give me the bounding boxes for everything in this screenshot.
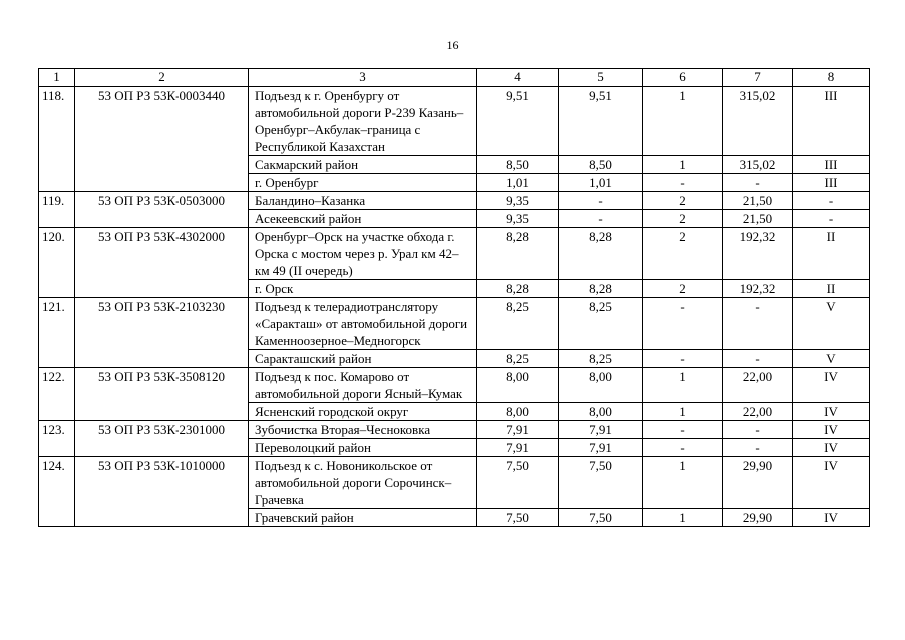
length-cell: 7,91: [477, 421, 559, 439]
category-cell: IV: [793, 368, 870, 403]
length-cell: -: [723, 421, 793, 439]
row-number: 120.: [39, 228, 75, 298]
district-name: Ясненский городской округ: [249, 403, 477, 421]
road-code: 53 ОП РЗ 53К-2103230: [75, 298, 249, 368]
road-name: Подъезд к телерадиотранслятору «Саракташ» от автомобильной дороги Каменноозерное–Медногорск: [249, 298, 477, 350]
road-name: Подъезд к г. Оренбургу от автомобильной дороги Р-239 Казань–Оренбург–Акбулак–граница с Республикой Казахстан: [249, 87, 477, 156]
length-cell: 8,00: [477, 368, 559, 403]
column-header: 2: [75, 69, 249, 87]
category-cell: -: [793, 210, 870, 228]
district-name: Сакмарский район: [249, 156, 477, 174]
length-cell: 192,32: [723, 280, 793, 298]
count-cell: 1: [643, 368, 723, 403]
length-cell: -: [723, 298, 793, 350]
road-name: Подъезд к с. Новоникольское от автомобильной дороги Сорочинск–Грачевка: [249, 457, 477, 509]
road-row: [39, 298, 870, 350]
road-name: Зубочистка Вторая–Чесноковка: [249, 421, 477, 439]
length-cell: 1,01: [477, 174, 559, 192]
length-cell: 8,28: [477, 280, 559, 298]
length-cell: 1,01: [559, 174, 643, 192]
road-code: 53 ОП РЗ 53К-3508120: [75, 368, 249, 421]
district-name: Переволоцкий район: [249, 439, 477, 457]
road-row: [39, 457, 870, 509]
row-number: 121.: [39, 298, 75, 368]
length-cell: 21,50: [723, 210, 793, 228]
count-cell: 1: [643, 87, 723, 156]
length-cell: 7,50: [559, 457, 643, 509]
length-cell: 9,51: [477, 87, 559, 156]
count-cell: -: [643, 350, 723, 368]
length-cell: 8,50: [559, 156, 643, 174]
roads-table: [38, 68, 870, 527]
category-cell: V: [793, 350, 870, 368]
road-row: [39, 421, 870, 439]
length-cell: 29,90: [723, 457, 793, 509]
length-cell: 8,28: [559, 228, 643, 280]
length-cell: 8,00: [477, 403, 559, 421]
length-cell: 7,91: [559, 421, 643, 439]
count-cell: 1: [643, 403, 723, 421]
length-cell: 21,50: [723, 192, 793, 210]
length-cell: -: [559, 192, 643, 210]
road-name: Оренбург–Орск на участке обхода г. Орска с мостом через р. Урал км 42–км 49 (II очередь): [249, 228, 477, 280]
count-cell: -: [643, 439, 723, 457]
count-cell: 1: [643, 457, 723, 509]
category-cell: IV: [793, 439, 870, 457]
count-cell: 1: [643, 509, 723, 527]
length-cell: 7,91: [559, 439, 643, 457]
length-cell: 8,28: [477, 228, 559, 280]
category-cell: II: [793, 280, 870, 298]
category-cell: II: [793, 228, 870, 280]
length-cell: 315,02: [723, 87, 793, 156]
length-cell: -: [723, 350, 793, 368]
category-cell: III: [793, 174, 870, 192]
road-code: 53 ОП РЗ 53К-2301000: [75, 421, 249, 457]
row-number: 123.: [39, 421, 75, 457]
road-name: Подъезд к пос. Комарово от автомобильной дороги Ясный–Кумак: [249, 368, 477, 403]
table-body: [39, 87, 870, 527]
count-cell: 1: [643, 156, 723, 174]
category-cell: V: [793, 298, 870, 350]
district-name: г. Орск: [249, 280, 477, 298]
district-name: г. Оренбург: [249, 174, 477, 192]
column-header: 6: [643, 69, 723, 87]
road-code: 53 ОП РЗ 53К-0003440: [75, 87, 249, 192]
length-cell: 192,32: [723, 228, 793, 280]
length-cell: 9,35: [477, 192, 559, 210]
row-number: 122.: [39, 368, 75, 421]
road-row: [39, 228, 870, 280]
count-cell: -: [643, 174, 723, 192]
count-cell: 2: [643, 228, 723, 280]
length-cell: 8,25: [559, 298, 643, 350]
column-header: 5: [559, 69, 643, 87]
length-cell: 8,50: [477, 156, 559, 174]
district-name: Грачевский район: [249, 509, 477, 527]
length-cell: 8,00: [559, 403, 643, 421]
column-header: 4: [477, 69, 559, 87]
category-cell: III: [793, 87, 870, 156]
road-row: [39, 192, 870, 210]
road-name: Баландино–Казанка: [249, 192, 477, 210]
length-cell: 8,25: [477, 298, 559, 350]
road-code: 53 ОП РЗ 53К-1010000: [75, 457, 249, 527]
count-cell: -: [643, 298, 723, 350]
length-cell: 7,50: [477, 509, 559, 527]
count-cell: 2: [643, 192, 723, 210]
column-header: 7: [723, 69, 793, 87]
district-name: Саракташский район: [249, 350, 477, 368]
length-cell: 8,28: [559, 280, 643, 298]
row-number: 119.: [39, 192, 75, 228]
page-number: 16: [446, 38, 459, 52]
category-cell: -: [793, 192, 870, 210]
category-cell: IV: [793, 509, 870, 527]
length-cell: 7,91: [477, 439, 559, 457]
length-cell: -: [723, 439, 793, 457]
length-cell: 9,51: [559, 87, 643, 156]
category-cell: IV: [793, 421, 870, 439]
length-cell: 8,25: [477, 350, 559, 368]
category-cell: IV: [793, 403, 870, 421]
column-header: 1: [39, 69, 75, 87]
row-number: 118.: [39, 87, 75, 192]
district-name: Асекеевский район: [249, 210, 477, 228]
length-cell: 7,50: [477, 457, 559, 509]
column-header: 8: [793, 69, 870, 87]
length-cell: 29,90: [723, 509, 793, 527]
table-header-row: [39, 69, 870, 87]
category-cell: IV: [793, 457, 870, 509]
length-cell: -: [723, 174, 793, 192]
length-cell: 9,35: [477, 210, 559, 228]
road-code: 53 ОП РЗ 53К-4302000: [75, 228, 249, 298]
count-cell: 2: [643, 280, 723, 298]
road-row: [39, 87, 870, 156]
row-number: 124.: [39, 457, 75, 527]
length-cell: -: [559, 210, 643, 228]
length-cell: 8,00: [559, 368, 643, 403]
length-cell: 315,02: [723, 156, 793, 174]
length-cell: 8,25: [559, 350, 643, 368]
road-code: 53 ОП РЗ 53К-0503000: [75, 192, 249, 228]
road-row: [39, 368, 870, 403]
column-header: 3: [249, 69, 477, 87]
length-cell: 22,00: [723, 368, 793, 403]
length-cell: 22,00: [723, 403, 793, 421]
count-cell: -: [643, 421, 723, 439]
category-cell: III: [793, 156, 870, 174]
count-cell: 2: [643, 210, 723, 228]
length-cell: 7,50: [559, 509, 643, 527]
